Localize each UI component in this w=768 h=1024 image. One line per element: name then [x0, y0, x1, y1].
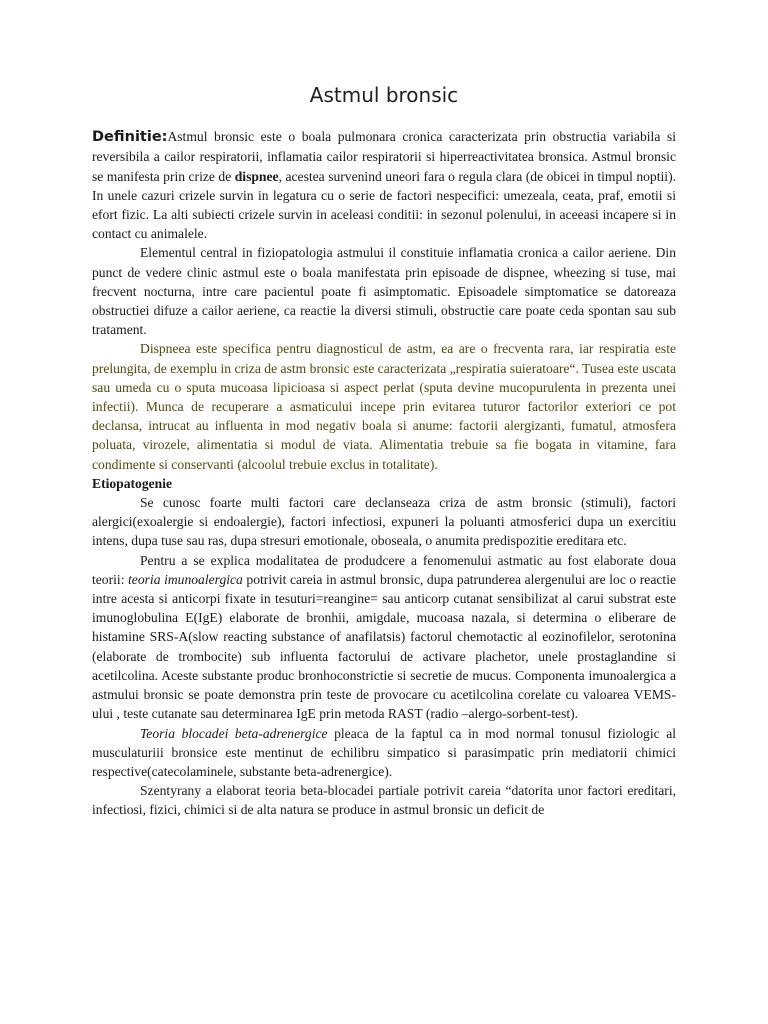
paragraph-central-element: Elementul central in fiziopatologia astmului il constituie inflamatia cronica a cailor aeriene. Din punct de vedere clinic astmul este o boala manifestata prin episoade de dispnee, wheezing si tuse, mai frecvent nocturna, intre care pacientul poate fi asimptomatic. Episoadele simptomatice se datoreaza obstructiei difuze a cailor aeriene, ca reactie la diversi stimuli, obstructie care poate ceda spontan sau sub tratament. [92, 245, 676, 338]
definition-paragraph [92, 127, 676, 243]
beta-theory-italic: Teoria blocadei beta-adrenergice [140, 725, 328, 741]
theories-text-b: potrivit careia in astmul bronsic, dupa patrunderea alergenului are loc o reactie intre acesta si anticorpi fixate in tesuturi=reangine= sau anticorp cutanat sensibilizat al carui substrat este imunoglobulina E(IgE) elaborate de bronhii, amigdale, mucoasa nazala, si determina o eliberare de histamine SRS-A(slow reacting substance of anafilatsis) factorul chemotactic al eozinofilelor, serotonina (elaborate de trombocite) sub influenta factorului de activare plachetor, unele prostaglandine si acetilcolina. Aceste substante produc bronhoconstrictie si secretie de mucus. Componenta imunoalergica a astmului bronsic se poate demonstra prin teste de provocare cu acetilcolina corelate cu valoarea VEMS-ului , teste cutanate sau determinarea IgE prin metoda RAST (radio –alergo-sorbent-test). [92, 571, 676, 722]
definition-bold-word: dispnee [234, 168, 279, 184]
paragraph-szentyrany: Szentyrany a elaborat teoria beta-blocadei partiale potrivit careia “datorita unor factori ereditari, infectiosi, fizici, chimici si de alta natura se produce in astmul bronsic un deficit de [92, 783, 676, 818]
definition-label: Definitie: [92, 129, 168, 146]
theories-italic: teoria imunoalergica [128, 571, 243, 587]
paragraph-beta-blockade [92, 724, 676, 782]
paragraph-dyspnea: Dispneea este specifica pentru diagnosticul de astm, ea are o frecventa rara, iar respiratia este prelungita, de exemplu in criza de astm bronsic este caracterizata „respiratia suieratoare“. Tusea este uscata sau umeda cu o sputa mucoasa lipicioasa si aspect perlat (sputa devine mucopurulenta in prezenta unei infectii). Munca de recuperare a asmaticului incepe prin evitarea tuturor factorilor exteriori ce pot declansa, intrucat au influenta in mod negativ boala si anume: factorii alergizanti, fumatul, atmosfera poluata, virozele, alimentatia si modul de viata. Alimentatia trebuie sa fie bogata in vitamine, fara condimente si conservanti (alcoolul trebuie exclus in totalitate). [92, 341, 676, 472]
page-title: Astmul bronsic [309, 83, 459, 107]
document-page [92, 83, 677, 820]
definition-text-b: , acestea survenind uneori fara o regula clara (de obicei in timpul noptii). In unele cazuri crizele survin in legatura cu o serie de factori nespecifici: umezeala, ceata, praf, emotii si efort fizic. La alti subiecti crizele survin in aceleasi conditii: in sezonul polenului, in aceeasi incapere si in contact cu animalele. [92, 168, 676, 242]
section-heading-etiopatogenie: Etiopatogenie [92, 475, 173, 491]
beta-theory-text: pleaca de la faptul ca in mod normal tonusul fiziologic al musculaturiii bronsice este mentinut de echilibru simpatico si parasimpatic prin mediatorii chimici respective(catecolaminele, substante beta-adrenergice). [92, 725, 677, 779]
theories-text-a: Pentru a se explica modalitatea de produdcere a fenomenului astmatic au fost elaborate doua teorii: [92, 552, 676, 587]
paragraph-factors: Se cunosc foarte multi factori care declanseaza criza de astm bronsic (stimuli), factori alergici(exoalergie si endoalergie), factori infectiosi, expuneri la poluanti atmosferici dupa un exercitiu intens, dupa tuse sau ras, dupa stresuri emotionale, oboseala, o anumita predispozitie ereditara etc. [92, 495, 676, 549]
paragraph-theories [92, 551, 676, 724]
definition-text-a: Astmul bronsic este o boala pulmonara cronica caracterizata prin obstructia variabila si reversibila a cailor respiratorii, inflamatia cailor respiratorii si hiperreactivitatea bronsica. Astmul bronsic se manifesta prin crize de [92, 129, 676, 184]
